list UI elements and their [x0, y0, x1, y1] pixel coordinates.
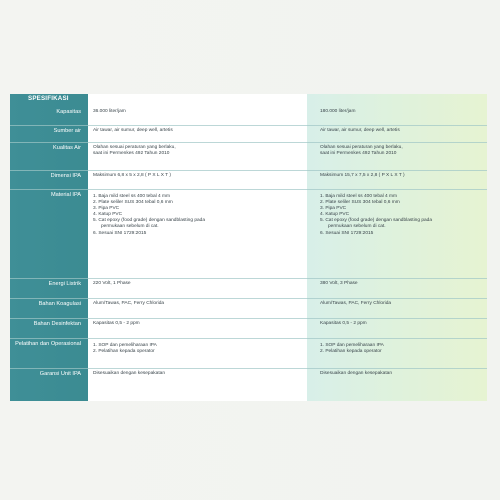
right-value: [320, 321, 480, 327]
row-bahan-desinfektan: [10, 319, 487, 339]
left-line: 5. Cat epoxy (food grade) dengan sandblasting pada: [93, 218, 206, 224]
row-bahan-koagulasi: [10, 299, 487, 319]
table-header: [10, 94, 487, 106]
row-label: Pelatihan dan Operasional: [15, 341, 81, 347]
right-line: permukaan sebelum di cat.: [328, 224, 386, 230]
left-value: [93, 281, 298, 287]
right-line: Disesuaikan dengan kesepakatan: [320, 371, 393, 376]
left-line: 36.000 liter/jam: [93, 109, 126, 114]
right-value: [320, 371, 480, 377]
left-line: 4. Katup PVC: [93, 212, 123, 218]
right-line: 380 Volt, 3 Phase: [320, 281, 358, 286]
left-line: Maksimum 6,8 x 5 x 2,8 ( P X L X T ): [93, 173, 171, 178]
right-line: 5. Cat epoxy (food grade) dengan sandblasting pada: [320, 218, 433, 224]
left-line: 3. Pipa PVC: [93, 206, 120, 212]
right-line: 3. Pipa PVC: [320, 206, 347, 212]
right-line: 6. Sesuai SNI 1729:2015: [320, 230, 374, 236]
right-line: 2. Plate seliler SUS 304 tebal 0,6 mm: [320, 200, 400, 206]
row-label: Bahan Koagulasi: [38, 301, 81, 307]
row-label: Energi Listrik: [48, 281, 81, 287]
left-line: Air tawar, air sumur, deep well, artetis: [93, 128, 173, 133]
right-line: Maksimum 15,7 x 7,5 x 2,8 ( P X L X T ): [320, 173, 405, 178]
row-energi-listrik: [10, 279, 487, 299]
right-line: Olahan sesuai peraturan yang berlaku,: [320, 145, 403, 150]
right-value: [320, 194, 480, 237]
table-title: SPESIFIKASI: [28, 95, 69, 102]
left-value: [93, 343, 298, 355]
left-value: [93, 194, 298, 237]
left-line: 220 Volt, 1 Phase: [93, 281, 131, 286]
left-line: 1. SOP dan pemeliharaan IPA: [93, 343, 157, 348]
left-line: Disesuaikan dengan kesepakatan: [93, 371, 166, 376]
left-line: 1. Baja mild steel ss 400 tebal 4 mm: [93, 194, 171, 199]
row-label: Material IPA: [50, 192, 81, 198]
right-line: saat ini Permenkes 492 Tahun 2010: [320, 151, 397, 157]
left-line: Kapasitas 0,5 - 2 ppm: [93, 321, 140, 326]
left-value: [93, 109, 298, 115]
right-value: [320, 109, 480, 115]
left-value: [93, 128, 298, 134]
row-garansi: [10, 369, 487, 401]
row-pelatihan: [10, 339, 487, 369]
right-value: [320, 343, 480, 355]
row-label: Bahan Desinfektan: [33, 321, 81, 327]
left-value: [93, 173, 298, 179]
right-line: 1. Baja mild steel ss 400 tebal 4 mm: [320, 194, 398, 199]
right-line: Kapasitas 0,5 - 2 ppm: [320, 321, 367, 326]
right-line: 180.000 liter/jam: [320, 109, 356, 114]
right-line: Alum/Tawas, PAC, Ferry Chlorida: [320, 301, 392, 306]
right-value: [320, 128, 480, 134]
left-line: Alum/Tawas, PAC, Ferry Chlorida: [93, 301, 165, 306]
right-line: 4. Katup PVC: [320, 212, 350, 218]
right-line: Air tawar, air sumur, deep well, artetis: [320, 128, 400, 133]
row-label: Sumber air: [53, 128, 81, 134]
right-line: 1. SOP dan pemeliharaan IPA: [320, 343, 384, 348]
row-label: Kualitas Air: [53, 145, 81, 151]
row-kualitas-air: [10, 143, 487, 171]
right-value: [320, 301, 480, 307]
row-sumber-air: [10, 126, 487, 143]
right-value: [320, 281, 480, 287]
left-value: [93, 301, 298, 307]
left-line: 6. Sesuai SNI 1729:2015: [93, 230, 147, 236]
row-dimensi-ipa: [10, 171, 487, 190]
specification-table: [10, 94, 487, 401]
left-line: 2. Pelatihan kepada operator: [93, 349, 155, 355]
left-value: [93, 145, 298, 157]
right-value: [320, 173, 480, 179]
row-label: Kapasitas: [56, 109, 81, 115]
left-line: permukaan sebelum di cat.: [101, 224, 159, 230]
left-line: Olahan sesuai peraturan yang berlaku,: [93, 145, 176, 150]
row-label: Garansi Unit IPA: [39, 371, 81, 377]
right-line: 2. Pelatihan kepada operator: [320, 349, 382, 355]
left-line: 2. Plate seliler SUS 304 tebal 0,6 mm: [93, 200, 173, 206]
row-label: Dimensi IPA: [50, 173, 81, 179]
right-value: [320, 145, 480, 157]
row-material-ipa: [10, 190, 487, 279]
row-kapasitas: [10, 107, 487, 126]
left-line: saat ini Permenkes 492 Tahun 2010: [93, 151, 170, 157]
left-value: [93, 321, 298, 327]
left-value: [93, 371, 298, 377]
